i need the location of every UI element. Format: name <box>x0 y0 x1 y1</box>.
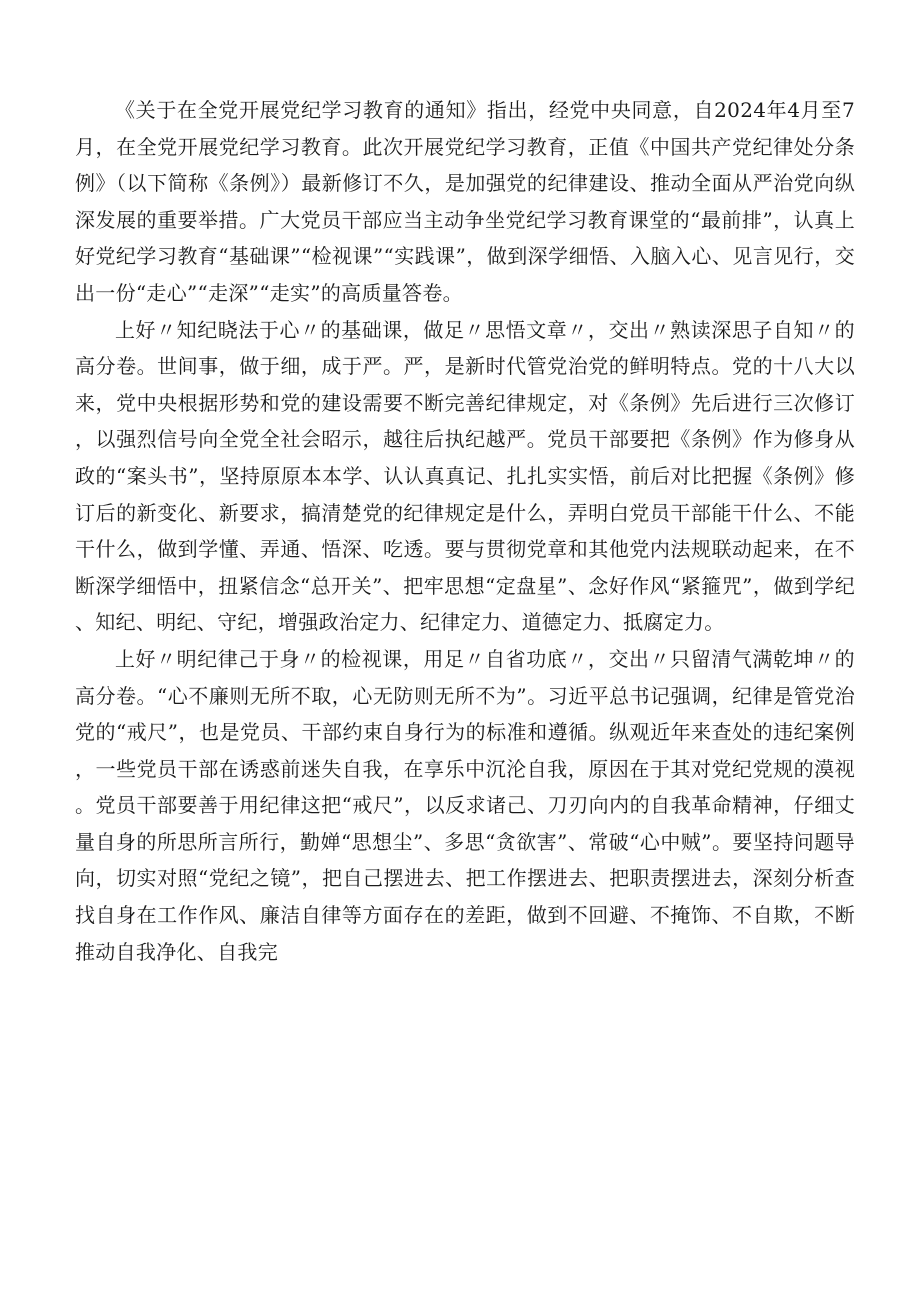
paragraph-intro: 《关于在全党开展党纪学习教育的通知》指出，经党中央同意，自2024年4月至7月，在全党开展党纪学习教育。此次开展党纪学习教育，正值《中国共产党纪律处分条例》（以下简称《条例》）最新修订不久，是加强党的纪律建设、推动全面从严治党向纵深发展的重要举措。广大党员干部应当主动争坐党纪学习教育课堂的“最前排”，认真上好党纪学习教育“基础课”“检视课”“实践课”，做到深学细悟、入脑入心、见言见行，交出一份“走心”“走深”“走实”的高质量答卷。 <box>75 98 855 305</box>
document-body <box>75 92 855 970</box>
paragraph-inspection-course: 上好〃明纪律己于身〃的检视课，用足〃自省功底〃，交出〃只留清气满乾坤〃的高分卷。“心不廉则无所不取，心无防则无所不为”。习近平总书记强调，纪律是管党治党的“戒尺”，也是党员、干部约束自身行为的标准和遵循。纵观近年来查处的违纪案例，一些党员干部在诱惑前迷失自我，在享乐中沉沦自我，原因在于其对党纪党规的漠视。党员干部要善于用纪律这把“戒尺”，以反求诸己、刀刃向内的自我革命精神，仔细丈量自身的所思所言所行，勤婵“思想尘”、多思“贪欲害”、常破“心中贼”。要坚持问题导向，切实对照“党纪之镜”，把自己摆进去、把工作摆进去、把职责摆进去，深刻分析查找自身在工作作风、廉洁自律等方面存在的差距，做到不回避、不掩饰、不自欺，不断推动自我净化、自我完 <box>75 646 855 964</box>
paragraph-foundation-course: 上好〃知纪晓法于心〃的基础课，做足〃思悟文章〃，交出〃熟读深思子自知〃的高分卷。世间事，做于细，成于严。严，是新时代管党治党的鲜明特点。党的十八大以来，党中央根据形势和党的建设需要不断完善纪律规定，对《条例》先后进行三次修订，以强烈信号向全党全社会昭示，越往后执纪越严。党员干部要把《条例》作为修身从政的“案头书”，坚持原原本本学、认认真真记、扎扎实实悟，前后对比把握《条例》修订后的新变化、新要求，搞清楚党的纪律规定是什么，弄明白党员干部能干什么、不能干什么，做到学懂、弄通、悟深、吃透。要与贯彻党章和其他党内法规联动起来，在不断深学细悟中，扭紧信念“总开关”、把牢思想“定盘星”、念好作风“紧箍咒”，做到学纪、知纪、明纪、守纪，增强政治定力、纪律定力、道德定力、抵腐定力。 <box>75 317 855 635</box>
